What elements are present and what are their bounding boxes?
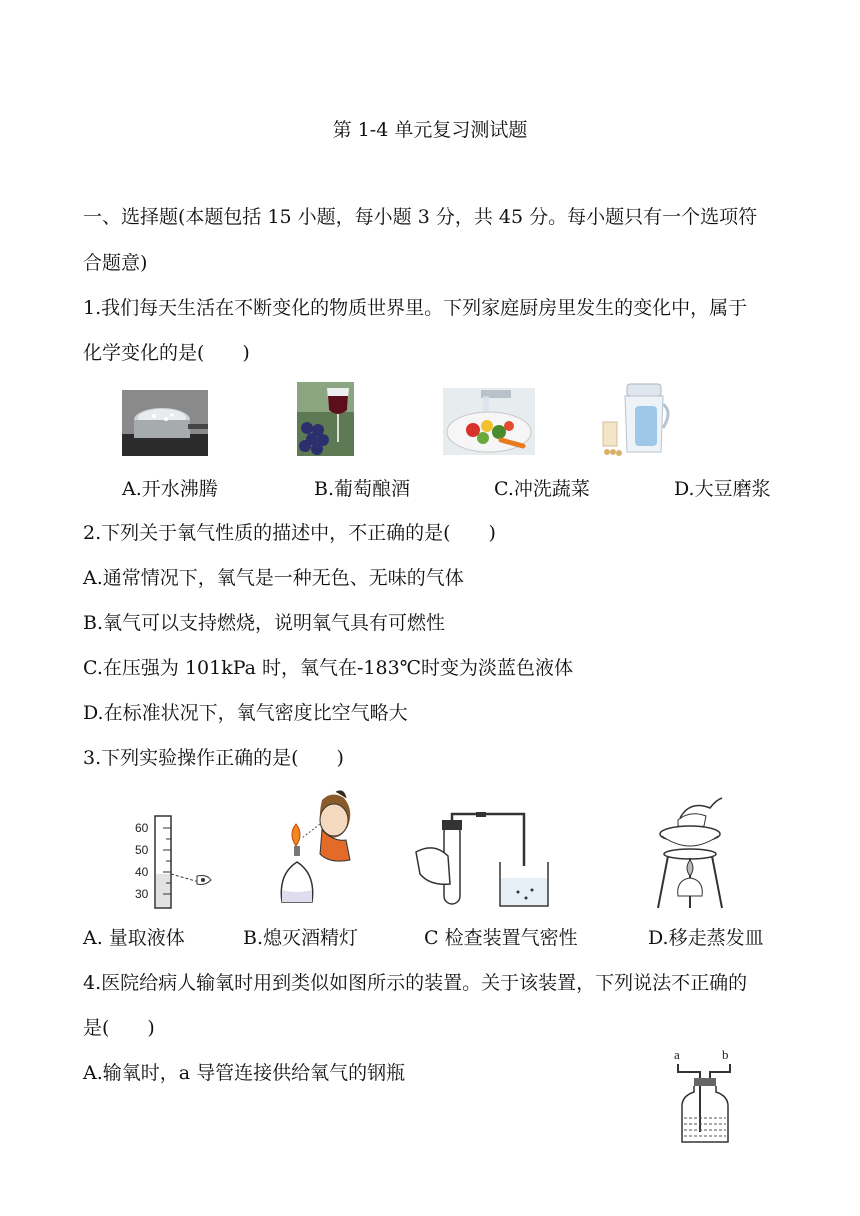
q3-option-c: C 检查装置气密性 [424,927,578,949]
q4-stem-line2: 是( ) [83,1017,155,1039]
q1-stem-line2: 化学变化的是( ) [83,342,250,364]
bottle-label-a: a [674,1048,680,1062]
q3-option-b: B.熄灭酒精灯 [243,927,359,949]
q1-option-a: A.开水沸腾 [122,478,218,500]
q2-option-c: C.在压强为 101kPa 时，氧气在-183℃时变为淡蓝色液体 [83,657,573,679]
section-heading-line2: 合题意) [83,252,148,274]
q1-option-c: C.冲洗蔬菜 [494,478,590,500]
cylinder-tick-50: 50 [135,843,149,857]
boiling-pot-icon [122,390,208,456]
q1-stem-line1: 1.我们每天生活在不断变化的物质世界里。下列家庭厨房里发生的变化中，属于 [83,297,748,319]
q3-stem: 3.下列实验操作正确的是( ) [83,747,344,769]
soymilk-maker-icon [601,382,673,457]
alcohol-lamp-icon [274,790,360,910]
q4-option-a: A.输氧时，a 导管连接供给氧气的钢瓶 [83,1062,406,1084]
cylinder-tick-60: 60 [135,821,149,835]
airtightness-check-icon [414,812,556,910]
section-heading-line1: 一、选择题(本题包括 15 小题，每小题 3 分，共 45 分。每小题只有一个选项符 [83,206,758,228]
bottle-label-b: b [722,1048,729,1062]
q4-stem-line1: 4.医院给病人输氧时用到类似如图所示的装置。关于该装置，下列说法不正确的 [83,972,748,994]
cylinder-tick-30: 30 [135,887,149,901]
q2-stem: 2.下列关于氧气性质的描述中，不正确的是( ) [83,522,496,544]
page-title: 第 1-4 单元复习测试题 [332,119,528,141]
q2-option-a: A.通常情况下，氧气是一种无色、无味的气体 [83,567,464,589]
q2-option-d: D.在标准状况下，氧气密度比空气略大 [83,702,408,724]
q1-option-b: B.葡萄酿酒 [314,478,411,500]
evaporating-dish-icon [650,796,730,910]
gas-washing-bottle-icon [670,1048,740,1144]
grape-wine-icon [297,382,354,456]
q3-option-a: A. 量取液体 [83,927,185,949]
washing-vegetables-icon [443,388,535,455]
graduated-cylinder-icon [133,814,213,910]
cylinder-tick-40: 40 [135,865,149,879]
q1-option-d: D.大豆磨浆 [674,478,771,500]
q2-option-b: B.氧气可以支持燃烧，说明氧气具有可燃性 [83,612,446,634]
q3-option-d: D.移走蒸发皿 [648,927,764,949]
